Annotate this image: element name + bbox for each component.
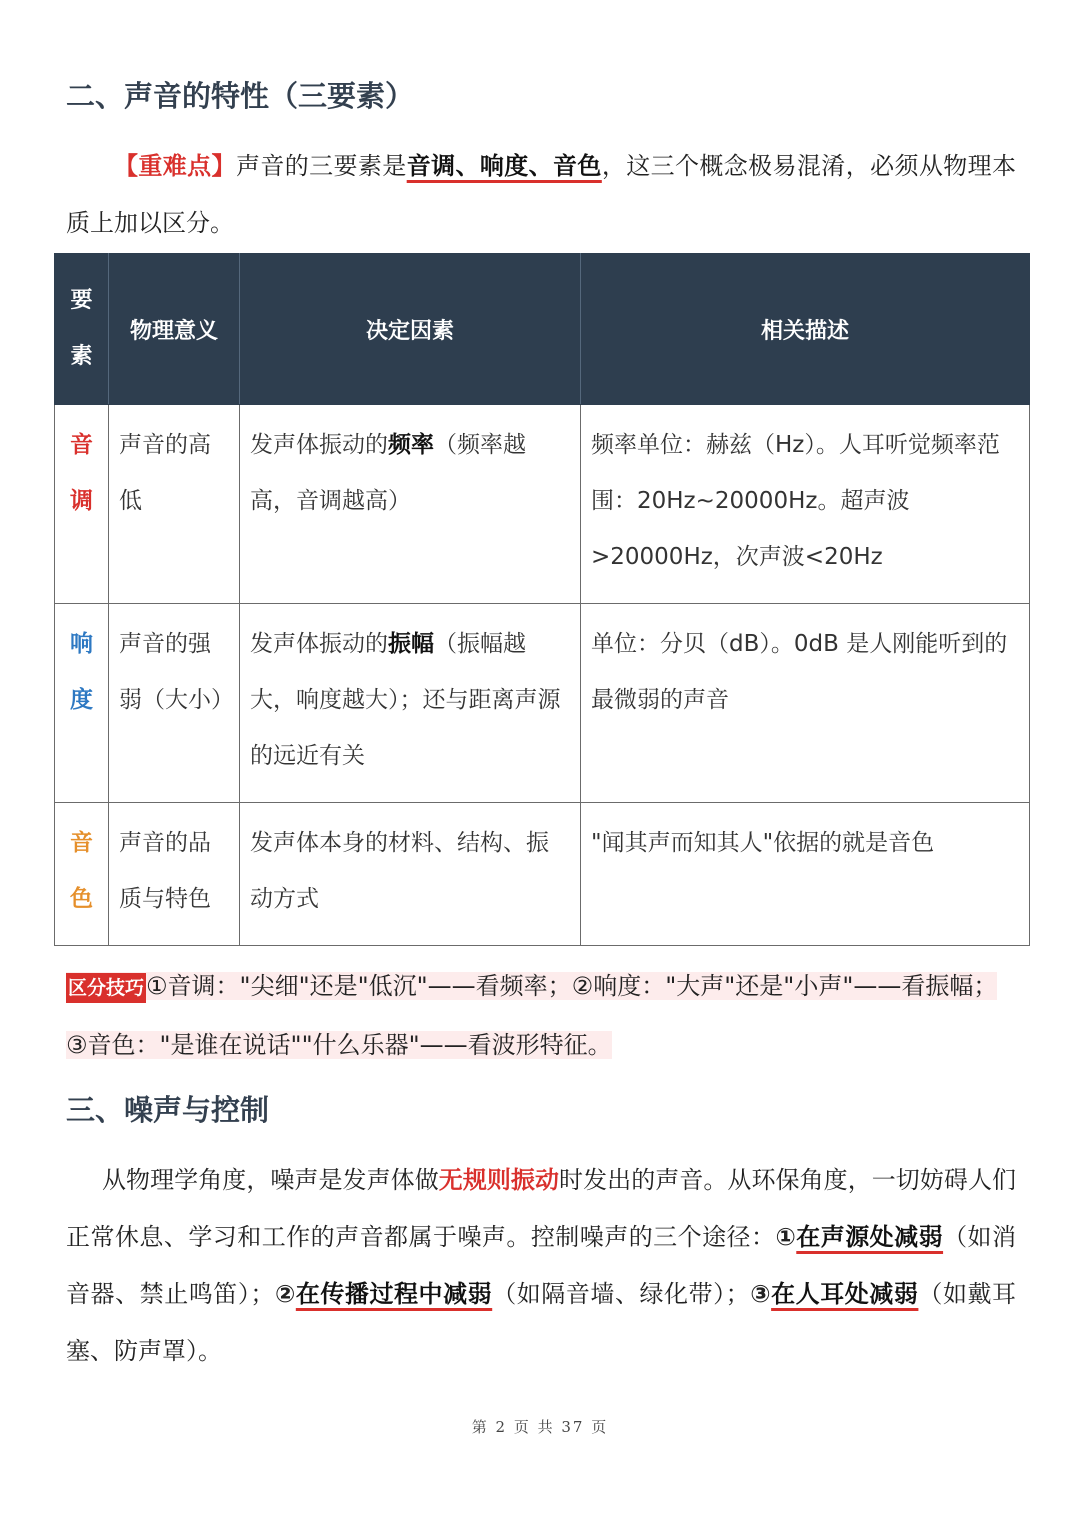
tips-badge: 区分技巧 xyxy=(66,973,146,1003)
element-cell: 响度 xyxy=(55,604,109,803)
method-source: 在声源处减弱 xyxy=(796,1223,944,1251)
intro-text-2: ，这三个概念极易混淆，必须从物理本质上加以区分。 xyxy=(66,152,1017,237)
intro-paragraph xyxy=(66,138,1016,252)
meaning-cell: 声音的品质与特色 xyxy=(109,803,240,946)
header-element: 要素 xyxy=(55,254,109,405)
noise-paragraph: 从物理学角度，噪声是发声体做无规则振动时发出的声音。从环保角度，一切妨碍人们正常休息、学习和工作的声音都属于噪声。控制噪声的三个途径：①在声源处减弱（如消音器、禁止鸣笛）；②在传播过程中减弱（如隔音墙、绿化带）；③在人耳处减弱（如戴耳塞、防声罩）。 xyxy=(66,1166,1017,1365)
distinction-tips xyxy=(66,958,1016,1074)
irregular-vibration-term: 无规则振动 xyxy=(438,1166,560,1194)
key-difficulty-tag: 【重难点】 xyxy=(114,152,236,180)
meaning-cell: 声音的高低 xyxy=(109,405,240,604)
intro-text-1: 声音的三要素是 xyxy=(235,152,407,180)
header-factor: 决定因素 xyxy=(240,254,581,405)
header-meaning: 物理意义 xyxy=(109,254,240,405)
meaning-cell: 声音的强弱（大小） xyxy=(109,604,240,803)
description-cell: 单位：分贝（dB）。0dB 是人刚能听到的最微弱的声音 xyxy=(581,604,1030,803)
factor-cell: 发声体振动的频率（频率越高，音调越高） xyxy=(240,405,581,604)
table-header-row xyxy=(55,254,1030,405)
header-description: 相关描述 xyxy=(581,254,1030,405)
factor-cell: 发声体振动的振幅（振幅越大，响度越大）；还与距离声源的远近有关 xyxy=(240,604,581,803)
description-cell: "闻其声而知其人"依据的就是音色 xyxy=(581,803,1030,946)
intro-key-terms: 音调、响度、音色 xyxy=(406,152,602,180)
table-row xyxy=(55,604,1030,803)
table-row xyxy=(55,405,1030,604)
tips-text: ①音调："尖细"还是"低沉"——看频率；②响度："大声"还是"小声"——看振幅；③音色："是谁在说话""什么乐器"——看波形特征。 xyxy=(66,972,998,1059)
sound-properties-table xyxy=(54,253,1030,946)
section-3-heading: 三、噪声与控制 xyxy=(66,1093,270,1127)
description-cell: 频率单位：赫兹（Hz）。人耳听觉频率范围：20Hz~20000Hz。超声波>20000Hz，次声波<20Hz xyxy=(581,405,1030,604)
element-cell: 音调 xyxy=(55,405,109,604)
method-ear: 在人耳处减弱 xyxy=(771,1280,919,1308)
method-path: 在传播过程中减弱 xyxy=(295,1280,493,1308)
page-footer: 第 2 页 共 37 页 xyxy=(471,1418,609,1436)
table-row xyxy=(55,803,1030,946)
section-2-heading: 二、声音的特性（三要素） xyxy=(66,79,415,113)
factor-cell: 发声体本身的材料、结构、振动方式 xyxy=(240,803,581,946)
element-cell: 音色 xyxy=(55,803,109,946)
